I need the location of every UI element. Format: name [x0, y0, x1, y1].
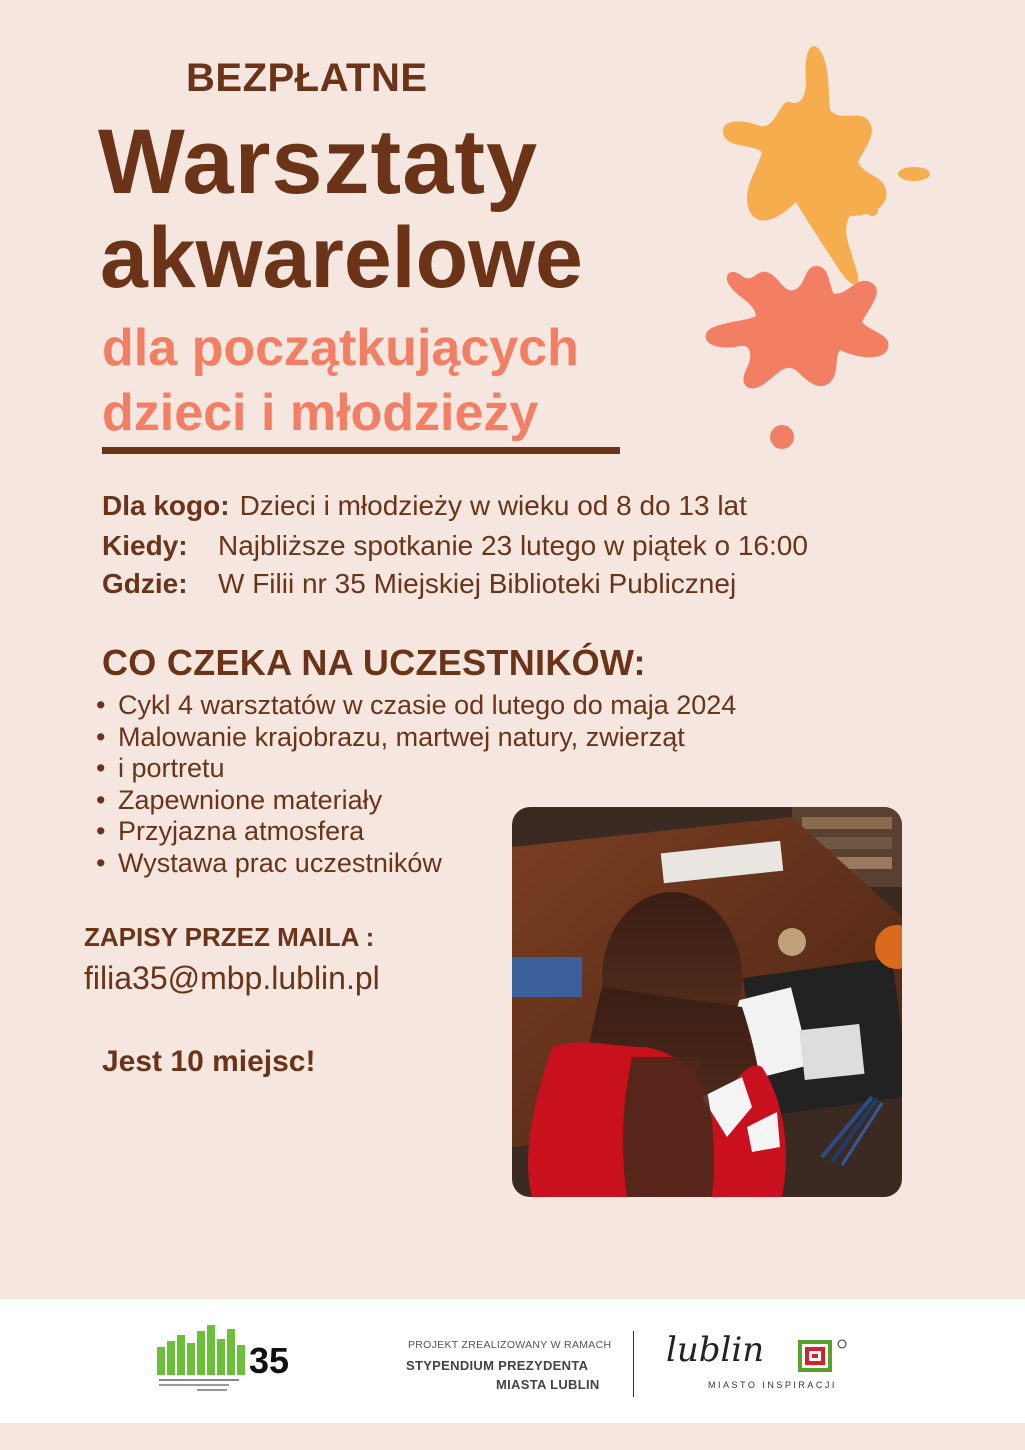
- workshop-photo-image: [512, 807, 902, 1197]
- subtitle-line-1: dla początkujących: [102, 319, 579, 377]
- info-when-label: Kiedy:: [102, 530, 188, 561]
- info-where-label: Gdzie:: [102, 568, 188, 599]
- title-underline: [102, 447, 620, 454]
- mbp-number: 35: [249, 1340, 290, 1381]
- title-line-1: Warsztaty: [98, 111, 539, 213]
- info-where-value: W Filii nr 35 Miejskiej Biblioteki Publicznej: [218, 568, 737, 599]
- coral-splash-icon: [706, 266, 889, 449]
- list-item: • Malowanie krajobrazu, martwej natury, zwierząt: [96, 722, 736, 754]
- seats-note: Jest 10 miejsc!: [102, 1045, 316, 1078]
- lublin-logo-tagline: MIASTO INSPIRACJI: [708, 1380, 837, 1390]
- lublin-logo-word: lublin: [666, 1330, 765, 1370]
- lublin-emblem-icon: [798, 1338, 850, 1374]
- list-item: • Wystawa prac uczestników: [96, 848, 736, 880]
- list-item: • Przyjazna atmosfera: [96, 816, 736, 848]
- list-item: • Cykl 4 warsztatów w czasie od lutego do maja 2024: [96, 690, 736, 722]
- project-line-1: PROJEKT ZREALIZOWANY W RAMACH: [408, 1339, 612, 1351]
- title-line-2: akwarelowe: [100, 210, 583, 306]
- eyebrow-label: BEZPŁATNE: [186, 56, 428, 100]
- offer-heading: CO CZEKA NA UCZESTNIKÓW:: [102, 642, 646, 683]
- signup-label: ZAPISY PRZEZ MAILA :: [84, 922, 375, 952]
- paint-splash-icon: [700, 40, 940, 460]
- mbp-library-logo: [157, 1325, 291, 1397]
- info-who: [102, 488, 747, 524]
- info-who-label: Dla kogo:: [102, 490, 230, 521]
- info-where: [102, 566, 736, 602]
- list-item: • i portretu: [96, 753, 736, 785]
- project-line-2: STYPENDIUM PREZYDENTA: [406, 1358, 589, 1373]
- info-who-value: Dzieci i młodzieży w wieku od 8 do 13 lat: [239, 490, 747, 521]
- project-line-3: MIASTA LUBLIN: [496, 1377, 600, 1392]
- signup-email-link[interactable]: filia35@mbp.lublin.pl: [84, 960, 380, 996]
- info-when: [102, 528, 808, 564]
- subtitle-line-2: dzieci i młodzieży: [102, 384, 539, 442]
- info-when-value: Najbliższe spotkanie 23 lutego w piątek o 16:00: [218, 530, 808, 561]
- yellow-splash-icon: [723, 46, 930, 285]
- workshop-photo: [512, 807, 902, 1197]
- footer-bottom-strip: [0, 1423, 1025, 1450]
- footer-divider: [633, 1331, 634, 1397]
- list-item: • Zapewnione materiały: [96, 785, 736, 817]
